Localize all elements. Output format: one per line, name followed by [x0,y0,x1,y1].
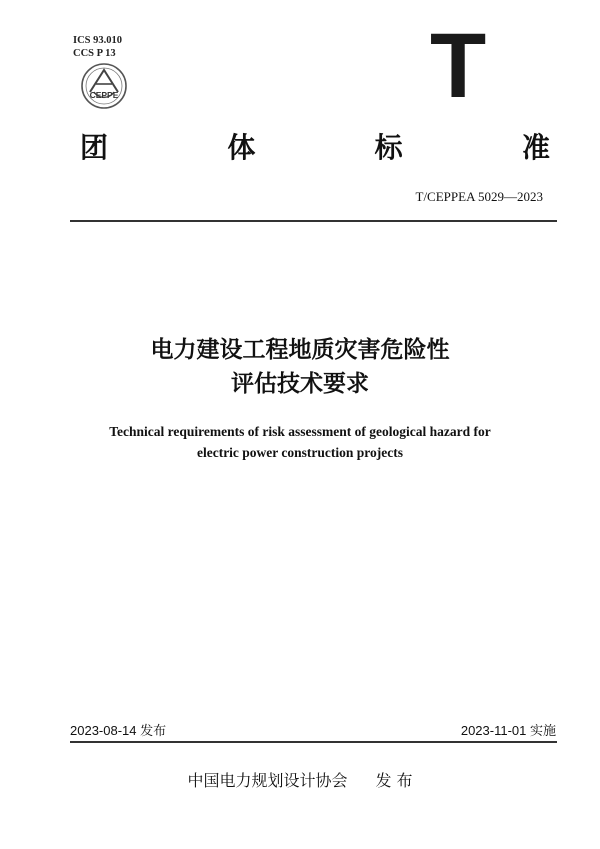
category-char-1: 团 [80,131,109,164]
standard-number: T/CEPPEA 5029—2023 [415,189,543,204]
logo-emblem-icon [80,62,128,110]
title-en-line-1: Technical requirements of risk assessment of geological hazard for [109,424,491,439]
ccs-code: CCS P 13 [73,48,116,59]
implement-date: 2023-11-01 实施 [460,723,556,738]
title-en-line-2: electric power construction projects [196,445,404,460]
logo-text: CEPPE [89,90,119,100]
standard-category [80,126,550,166]
bottom-divider [70,741,557,743]
standard-type-letter: T [430,15,485,117]
publisher-action: 发 布 [375,771,413,790]
publisher-name: 中国电力规划设计协会 [187,771,348,790]
publish-date: 2023-08-14 发布 [70,723,167,738]
ics-code: ICS 93.010 [73,35,123,46]
title-cn-line-1: 电力建设工程地质灾害危险性 [150,337,450,363]
category-char-2: 体 [227,131,256,164]
title-cn-line-2: 评估技术要求 [231,371,369,397]
classification-codes [73,34,122,60]
category-char-3: 标 [374,131,403,164]
association-logo [80,62,128,110]
publisher-line [0,768,600,791]
category-char-4: 准 [521,131,550,164]
top-divider [70,220,557,222]
